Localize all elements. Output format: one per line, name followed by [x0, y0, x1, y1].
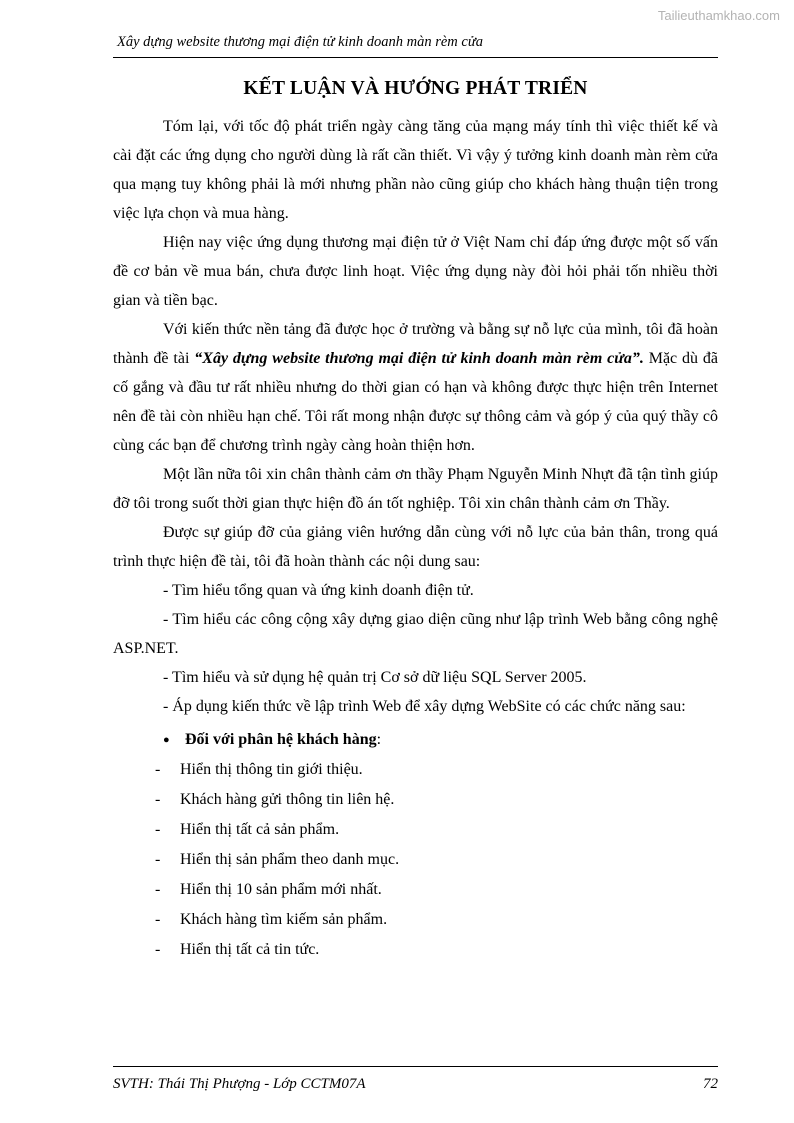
dash-icon: -: [155, 821, 161, 838]
list-item-text: Hiển thị sản phẩm theo danh mục.: [180, 851, 400, 868]
dash-icon: -: [155, 911, 161, 928]
footer-page-number: 72: [703, 1076, 718, 1092]
running-header: [113, 26, 718, 58]
thesis-title-emphasis: “Xây dựng website thương mại điện tử kinh doanh màn rèm cửa”.: [194, 350, 644, 367]
page-title: KẾT LUẬN VÀ HƯỚNG PHÁT TRIỂN: [243, 78, 588, 99]
dash-icon: -: [155, 881, 161, 898]
list-item: [113, 905, 718, 935]
paragraph: - Tìm hiểu và sử dụng hệ quản trị Cơ sở dữ liệu SQL Server 2005.: [163, 669, 587, 686]
dash-icon: -: [155, 851, 161, 868]
list-item-text: Hiển thị tất cả tin tức.: [180, 941, 320, 958]
dash-icon: -: [155, 941, 161, 958]
footer-author: SVTH: Thái Thị Phượng - Lớp CCTM07A: [113, 1076, 366, 1092]
bullet-heading-colon: :: [376, 731, 382, 748]
list-item-text: Khách hàng gửi thông tin liên hệ.: [180, 791, 395, 808]
running-header-text: Xây dựng website thương mại điện tử kinh doanh màn rèm cửa: [117, 34, 483, 50]
watermark: Tailieuthamkhao.com: [657, 8, 780, 23]
list-item: [113, 755, 718, 785]
paragraph: Tóm lại, với tốc độ phát triển ngày càng tăng của mạng máy tính thì việc thiết kế và cài đặt các ứng dụng cho người dùng là rất cần thiết. Vì vậy ý tưởng kinh doanh màn rèm cửa qua mạng tuy không phải là mới nhưng phần nào cũng giúp cho khách hàng thuận tiện trong việc lựa chọn và mua hàng.: [113, 118, 718, 222]
list-item: [113, 845, 718, 875]
bullet-heading: [113, 725, 718, 755]
dash-icon: -: [155, 761, 161, 778]
list-item: [113, 875, 718, 905]
list-item: [113, 935, 718, 965]
bullet-icon: ●: [163, 734, 170, 746]
thesis-text-before: Với kiến thức nền tảng đã được học ở trường và bằng sự nỗ lực của mình, tôi đã hoàn thành đề tài: [113, 321, 718, 367]
list-item-text: Hiển thị tất cả sản phẩm.: [180, 821, 340, 838]
thesis-text-after: Mặc dù đã cố gắng và đầu tư rất nhiều nhưng do thời gian có hạn và không được thực hiện trên Internet nên đề tài còn nhiều hạn chế. Tôi rất mong nhận được sự thông cảm và góp ý của quý thầy cô cùng các bạn để chương trình ngày càng hoàn thiện hơn.: [113, 350, 719, 454]
paragraph: - Tìm hiểu tổng quan và ứng kinh doanh điện tử.: [163, 582, 474, 599]
paragraph: - Áp dụng kiến thức về lập trình Web để xây dựng WebSite có các chức năng sau:: [163, 698, 686, 715]
list-item-text: Khách hàng tìm kiếm sản phẩm.: [180, 911, 388, 928]
dash-icon: -: [155, 791, 161, 808]
paragraph: Một lần nữa tôi xin chân thành cảm ơn thầy Phạm Nguyễn Minh Nhựt đã tận tình giúp đỡ tôi trong suốt thời gian thực hiện đồ án tốt nghiệp. Tôi xin chân thành cảm ơn Thầy.: [113, 466, 718, 512]
list-item: [113, 785, 718, 815]
bullet-heading-text: Đối với phân hệ khách hàng: [185, 731, 377, 748]
paragraph: Được sự giúp đỡ của giảng viên hướng dẫn cùng với nỗ lực của bản thân, trong quá trình thực hiện đề tài, tôi đã hoàn thành các nội dung sau:: [113, 524, 718, 570]
paragraph-thesis: [113, 315, 718, 460]
paragraph: Hiện nay việc ứng dụng thương mại điện tử ở Việt Nam chỉ đáp ứng được một số vấn đề cơ bản về mua bán, chưa được linh hoạt. Việc ứng dụng này đòi hỏi phải tốn nhiều thời gian và tiền bạc.: [113, 234, 718, 309]
page-footer: [113, 1066, 718, 1093]
list-item: [113, 815, 718, 845]
list-item-text: Hiển thị 10 sản phẩm mới nhất.: [180, 881, 382, 898]
paragraph: - Tìm hiểu các công cộng xây dựng giao diện cũng như lập trình Web bằng công nghệ ASP.NET.: [113, 611, 718, 657]
list-item-text: Hiển thị thông tin giới thiệu.: [180, 761, 363, 778]
